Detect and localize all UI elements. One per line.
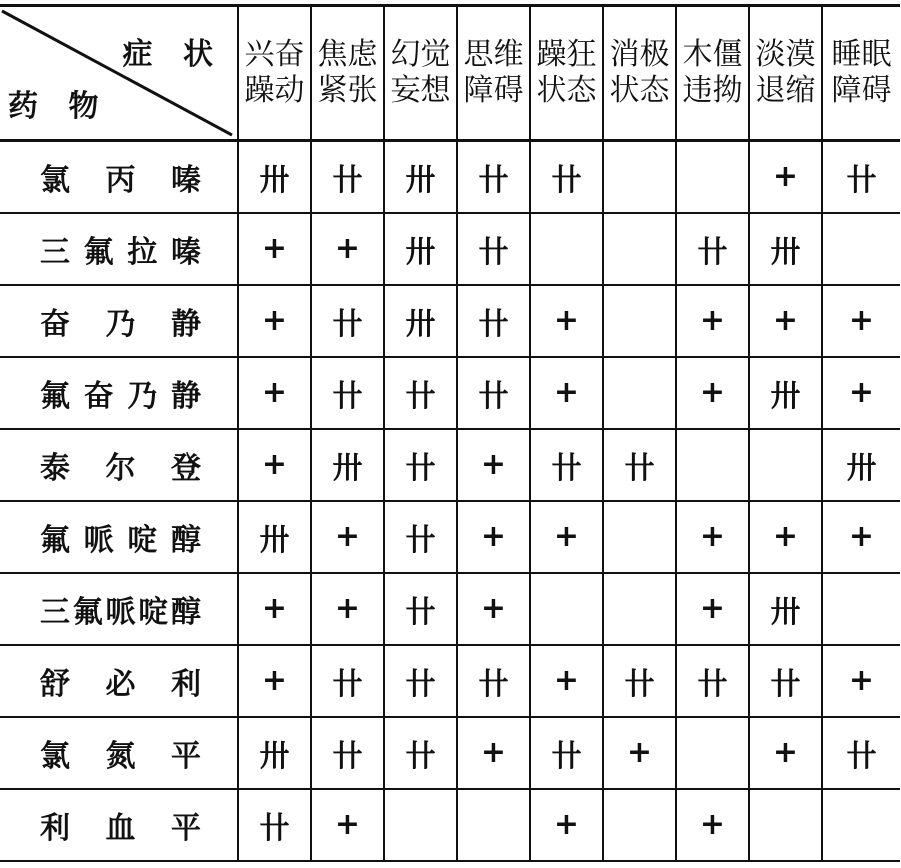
effect-mark: + bbox=[261, 591, 288, 626]
effect-mark: 卄 bbox=[405, 378, 436, 414]
corner-header-cell bbox=[0, 6, 238, 141]
corner-symptom-label: 症 状 bbox=[122, 37, 223, 72]
table-row bbox=[0, 501, 900, 573]
effect-mark: 卄 bbox=[624, 666, 655, 702]
effect-cell bbox=[384, 573, 457, 645]
effect-cell bbox=[822, 573, 900, 645]
drug-name: 三氟拉嗪 bbox=[40, 234, 201, 270]
effect-mark: + bbox=[334, 807, 361, 842]
effect-cell bbox=[530, 501, 603, 573]
effect-cell bbox=[311, 429, 384, 501]
effect-mark: + bbox=[261, 231, 288, 266]
effect-mark: + bbox=[772, 519, 799, 554]
effect-mark: 卄 bbox=[551, 450, 582, 486]
effect-mark: 卄 bbox=[332, 738, 363, 774]
effect-mark: + bbox=[848, 519, 875, 554]
effect-mark: 卄 bbox=[551, 162, 582, 198]
effect-cell bbox=[238, 141, 311, 213]
effect-cell bbox=[530, 717, 603, 789]
drug-name: 氟奋乃静 bbox=[40, 378, 201, 414]
effect-cell bbox=[384, 717, 457, 789]
effect-mark: 卄 bbox=[405, 594, 436, 630]
effect-cell bbox=[676, 573, 749, 645]
effect-cell bbox=[749, 573, 822, 645]
table-row bbox=[0, 717, 900, 789]
drug-cell bbox=[0, 789, 238, 861]
effect-mark: 卄 bbox=[846, 162, 877, 198]
effect-cell bbox=[676, 213, 749, 285]
effect-cell bbox=[457, 645, 530, 717]
effect-mark: 卄 bbox=[478, 162, 509, 198]
symptom-header-cell bbox=[603, 6, 676, 141]
drug-name: 氯氮平 bbox=[40, 738, 201, 774]
effect-mark: + bbox=[553, 375, 580, 410]
effect-cell bbox=[530, 789, 603, 861]
effect-cell bbox=[238, 429, 311, 501]
symptom-header-cell bbox=[822, 6, 900, 141]
effect-mark: + bbox=[699, 303, 726, 338]
effect-cell bbox=[749, 285, 822, 357]
effect-cell bbox=[457, 285, 530, 357]
symptom-header-cell bbox=[749, 6, 822, 141]
effect-mark: + bbox=[480, 447, 507, 482]
effect-cell bbox=[749, 789, 822, 861]
effect-mark: + bbox=[480, 735, 507, 770]
effect-mark: 卄 bbox=[478, 306, 509, 342]
symptom-header-label: 躁狂 状态 bbox=[536, 37, 597, 108]
effect-cell bbox=[311, 141, 384, 213]
drug-name: 舒必利 bbox=[40, 666, 201, 702]
effect-mark: 卄 bbox=[478, 666, 509, 702]
symptom-header-label: 淡漠 退缩 bbox=[755, 37, 816, 108]
effect-cell bbox=[530, 357, 603, 429]
effect-mark: + bbox=[553, 807, 580, 842]
effect-mark: + bbox=[334, 231, 361, 266]
effect-mark: + bbox=[772, 159, 799, 195]
effect-cell bbox=[749, 141, 822, 213]
effect-cell bbox=[238, 501, 311, 573]
effect-cell bbox=[311, 645, 384, 717]
table-body bbox=[0, 141, 900, 861]
effect-cell bbox=[676, 357, 749, 429]
symptom-header-cell bbox=[238, 6, 311, 141]
effect-cell bbox=[822, 789, 900, 861]
effect-cell bbox=[676, 285, 749, 357]
effect-mark: + bbox=[334, 591, 361, 626]
table-row bbox=[0, 573, 900, 645]
effect-mark: 卅 bbox=[405, 234, 436, 270]
effect-mark: 卅 bbox=[405, 306, 436, 342]
effect-mark: 卄 bbox=[405, 666, 436, 702]
effect-cell bbox=[749, 501, 822, 573]
effect-mark: 卄 bbox=[478, 234, 509, 270]
effect-mark: + bbox=[261, 303, 288, 338]
effect-cell bbox=[603, 357, 676, 429]
drug-name: 泰尔登 bbox=[40, 450, 201, 486]
effect-mark: 卄 bbox=[770, 666, 801, 702]
effect-mark: + bbox=[261, 375, 288, 410]
effect-cell bbox=[457, 789, 530, 861]
effect-cell bbox=[530, 213, 603, 285]
symptom-header-cell bbox=[530, 6, 603, 141]
drug-symptom-table bbox=[0, 4, 900, 862]
effect-cell bbox=[384, 789, 457, 861]
drug-name: 氯丙嗪 bbox=[40, 162, 201, 198]
effect-cell bbox=[238, 285, 311, 357]
effect-mark: 卅 bbox=[770, 378, 801, 414]
drug-name: 奋乃静 bbox=[40, 306, 201, 342]
table-row bbox=[0, 285, 900, 357]
effect-cell bbox=[530, 285, 603, 357]
effect-mark: + bbox=[772, 735, 799, 770]
effect-mark: 卄 bbox=[259, 810, 290, 846]
effect-cell bbox=[457, 357, 530, 429]
effect-mark: + bbox=[699, 375, 726, 410]
table-row bbox=[0, 213, 900, 285]
symptom-header-cell bbox=[457, 6, 530, 141]
effect-mark: + bbox=[699, 807, 726, 842]
effect-mark: + bbox=[626, 735, 653, 770]
effect-cell bbox=[311, 789, 384, 861]
effect-cell bbox=[749, 429, 822, 501]
effect-cell bbox=[603, 501, 676, 573]
drug-cell bbox=[0, 213, 238, 285]
effect-mark: 卅 bbox=[770, 234, 801, 270]
drug-name: 三氟哌啶醇 bbox=[40, 594, 201, 630]
effect-mark: + bbox=[848, 303, 875, 338]
effect-mark: 卄 bbox=[697, 234, 728, 270]
effect-cell bbox=[457, 213, 530, 285]
effect-cell bbox=[603, 429, 676, 501]
effect-cell bbox=[384, 285, 457, 357]
table-row bbox=[0, 645, 900, 717]
drug-name: 氟哌啶醇 bbox=[40, 522, 201, 558]
effect-cell bbox=[530, 573, 603, 645]
effect-mark: + bbox=[553, 663, 580, 698]
effect-cell bbox=[676, 789, 749, 861]
effect-cell bbox=[822, 429, 900, 501]
effect-cell bbox=[530, 141, 603, 213]
effect-mark: + bbox=[553, 519, 580, 554]
effect-cell bbox=[384, 357, 457, 429]
drug-cell bbox=[0, 573, 238, 645]
symptom-header-label: 木僵 违拗 bbox=[682, 37, 743, 108]
effect-mark: + bbox=[480, 519, 507, 554]
effect-cell bbox=[822, 213, 900, 285]
effect-mark: 卄 bbox=[846, 738, 877, 774]
effect-mark: + bbox=[699, 591, 726, 626]
symptom-header-label: 思维 障碍 bbox=[463, 37, 524, 108]
effect-mark: 卅 bbox=[259, 162, 290, 198]
effect-cell bbox=[676, 501, 749, 573]
drug-cell bbox=[0, 645, 238, 717]
effect-cell bbox=[822, 501, 900, 573]
effect-cell bbox=[457, 573, 530, 645]
effect-mark: + bbox=[699, 519, 726, 554]
effect-mark: 卄 bbox=[551, 738, 582, 774]
effect-cell bbox=[238, 645, 311, 717]
effect-cell bbox=[603, 717, 676, 789]
effect-mark: 卄 bbox=[478, 378, 509, 414]
drug-cell bbox=[0, 717, 238, 789]
effect-cell bbox=[311, 213, 384, 285]
table-row bbox=[0, 141, 900, 213]
drug-cell bbox=[0, 285, 238, 357]
effect-cell bbox=[530, 429, 603, 501]
effect-mark: 卄 bbox=[332, 666, 363, 702]
effect-mark: 卄 bbox=[332, 162, 363, 198]
effect-cell bbox=[822, 285, 900, 357]
effect-mark: 卅 bbox=[332, 450, 363, 486]
effect-cell bbox=[603, 141, 676, 213]
effect-cell bbox=[457, 717, 530, 789]
effect-mark: + bbox=[480, 591, 507, 626]
effect-mark: 卄 bbox=[332, 306, 363, 342]
effect-cell bbox=[822, 141, 900, 213]
table-row bbox=[0, 429, 900, 501]
drug-name: 利血平 bbox=[40, 810, 201, 846]
table-row bbox=[0, 357, 900, 429]
effect-cell bbox=[749, 717, 822, 789]
table-row bbox=[0, 789, 900, 861]
effect-cell bbox=[676, 141, 749, 213]
effect-mark: + bbox=[848, 663, 875, 698]
effect-cell bbox=[603, 789, 676, 861]
symptom-header-label: 幻觉 妄想 bbox=[390, 37, 451, 108]
effect-mark: 卅 bbox=[259, 738, 290, 774]
corner-drug-label: 药 物 bbox=[8, 89, 109, 124]
symptom-header-label: 兴奋 躁动 bbox=[244, 37, 305, 108]
drug-cell bbox=[0, 357, 238, 429]
effect-cell bbox=[457, 501, 530, 573]
effect-mark: + bbox=[261, 447, 288, 482]
symptom-header-label: 消极 状态 bbox=[609, 37, 670, 108]
effect-mark: 卄 bbox=[332, 378, 363, 414]
effect-mark: 卅 bbox=[770, 594, 801, 630]
effect-mark: 卅 bbox=[259, 522, 290, 558]
effect-cell bbox=[238, 357, 311, 429]
effect-cell bbox=[384, 213, 457, 285]
effect-cell bbox=[311, 357, 384, 429]
effect-mark: 卄 bbox=[697, 666, 728, 702]
effect-mark: + bbox=[553, 303, 580, 338]
effect-cell bbox=[822, 645, 900, 717]
effect-mark: 卄 bbox=[405, 738, 436, 774]
effect-cell bbox=[676, 645, 749, 717]
effect-cell bbox=[457, 141, 530, 213]
effect-mark: + bbox=[334, 519, 361, 554]
symptom-header-label: 焦虑 紧张 bbox=[317, 37, 378, 108]
drug-cell bbox=[0, 501, 238, 573]
effect-mark: + bbox=[772, 303, 799, 338]
effect-cell bbox=[384, 645, 457, 717]
effect-cell bbox=[384, 501, 457, 573]
effect-cell bbox=[457, 429, 530, 501]
effect-cell bbox=[311, 285, 384, 357]
effect-cell bbox=[530, 645, 603, 717]
effect-cell bbox=[311, 501, 384, 573]
effect-cell bbox=[311, 717, 384, 789]
effect-cell bbox=[603, 573, 676, 645]
symptom-header-cell bbox=[676, 6, 749, 141]
effect-cell bbox=[603, 213, 676, 285]
effect-cell bbox=[676, 717, 749, 789]
symptom-header-cell bbox=[384, 6, 457, 141]
effect-cell bbox=[238, 573, 311, 645]
effect-cell bbox=[603, 645, 676, 717]
effect-mark: + bbox=[848, 375, 875, 410]
effect-cell bbox=[822, 717, 900, 789]
effect-cell bbox=[384, 429, 457, 501]
effect-cell bbox=[749, 357, 822, 429]
effect-cell bbox=[238, 717, 311, 789]
effect-cell bbox=[238, 213, 311, 285]
effect-cell bbox=[384, 141, 457, 213]
effect-mark: 卄 bbox=[405, 450, 436, 486]
symptom-header-cell bbox=[311, 6, 384, 141]
effect-mark: 卄 bbox=[405, 522, 436, 558]
effect-cell bbox=[822, 357, 900, 429]
effect-cell bbox=[311, 573, 384, 645]
effect-mark: 卅 bbox=[405, 162, 436, 198]
effect-cell bbox=[676, 429, 749, 501]
effect-mark: + bbox=[261, 663, 288, 698]
drug-cell bbox=[0, 429, 238, 501]
symptom-header-label: 睡眠 障碍 bbox=[831, 37, 892, 108]
effect-cell bbox=[238, 789, 311, 861]
effect-cell bbox=[749, 213, 822, 285]
table-header-row bbox=[0, 6, 900, 141]
drug-cell bbox=[0, 141, 238, 213]
effect-mark: 卄 bbox=[624, 450, 655, 486]
effect-mark: 卅 bbox=[846, 450, 877, 486]
effect-cell bbox=[603, 285, 676, 357]
effect-cell bbox=[749, 645, 822, 717]
